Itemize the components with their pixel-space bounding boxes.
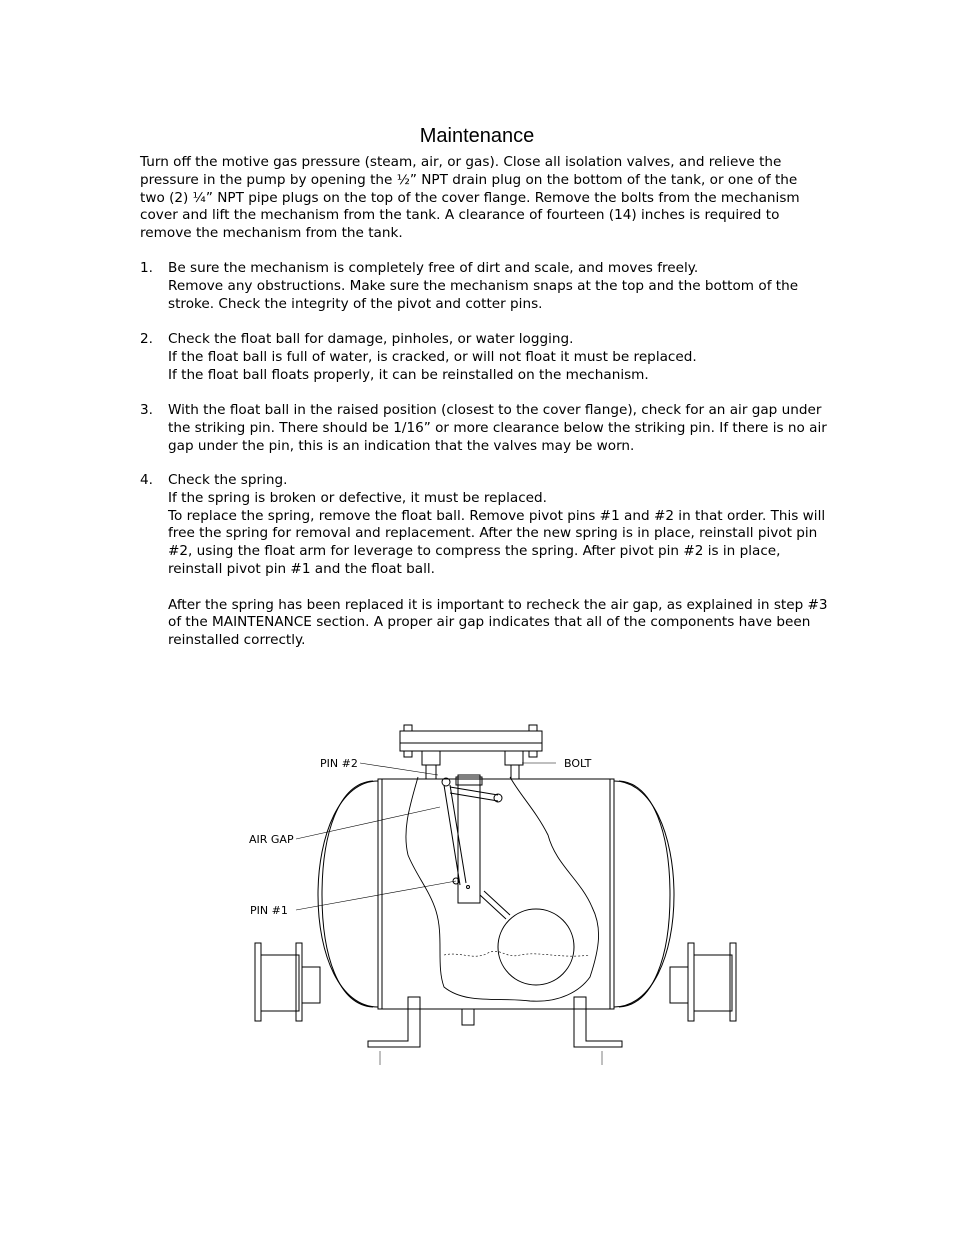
step-line: If the float ball is full of water, is cracked, or will not float it must be replaced. (168, 348, 697, 365)
step-number: 2. (140, 331, 153, 347)
water-line (444, 951, 590, 956)
step-number: 3. (140, 402, 153, 418)
step-line: With the float ball in the raised position (closest to the cover flange), check for an air gap under the striking pin. There should be 1/16” or more clearance below the striking pin. If there is no air gap under the pin, this is an indication that the valves may be worn. (168, 402, 827, 454)
support-feet (368, 997, 622, 1065)
cover-flange (400, 725, 542, 779)
step-line: Check the float ball for damage, pinholes, or water logging. (168, 331, 574, 347)
step-note: After the spring has been replaced it is important to recheck the air gap, as explained in step #3 of the MAINTENANCE section. A proper air gap indicates that all of the components have been reinstalled correctly. (168, 596, 828, 649)
step-number: 1. (140, 260, 153, 276)
step-number: 4. (140, 472, 153, 488)
air-gap-label: AIR GAP (249, 833, 294, 846)
left-flange (255, 943, 320, 1021)
step-line: If the float ball floats properly, it can be reinstalled on the mechanism. (168, 366, 649, 383)
step-1 (140, 260, 830, 313)
mechanism (442, 775, 510, 919)
intro-paragraph: Turn off the motive gas pressure (steam, air, or gas). Close all isolation valves, and relieve the pressure in the pump by opening the ½” NPT drain plug on the bottom of the tank, or one of the two (2) ¼” NPT pipe plugs on the top of the cover flange. Remove the bolts from the mechanism cover and lift the mechanism from the tank. A clearance of fourteen (14) inches is required to remove the mechanism from the tank. (140, 154, 800, 242)
pin-1-label: PIN #1 (250, 904, 288, 917)
right-flange (670, 943, 736, 1021)
cutaway-outline (406, 777, 599, 1001)
step-2 (140, 331, 830, 384)
step-4 (140, 472, 830, 650)
tank-body (318, 779, 674, 1009)
step-3 (140, 402, 830, 455)
float-ball (498, 909, 574, 985)
step-line: Be sure the mechanism is completely free of dirt and scale, and moves freely. (168, 260, 699, 276)
step-line: Check the spring. (168, 472, 288, 488)
page-title: Maintenance (419, 125, 535, 148)
step-line: To replace the spring, remove the float ball. Remove pivot pins #1 and #2 in that order. This will free the spring for removal and replacement. After the new spring is in place, reinstall pivot pin #2, using the float arm for leverage to compress the spring. After pivot pin #2 is in place, reinstall pivot pin #1 and the float ball. (168, 507, 826, 577)
step-line: If the spring is broken or defective, it must be replaced. (168, 489, 547, 506)
bolt-label: BOLT (564, 757, 592, 770)
pump-diagram (230, 715, 750, 1075)
pin-2-label: PIN #2 (320, 757, 358, 770)
step-line: Remove any obstructions. Make sure the mechanism snaps at the top and the bottom of the stroke. Check the integrity of the pivot and cotter pins. (168, 277, 799, 312)
